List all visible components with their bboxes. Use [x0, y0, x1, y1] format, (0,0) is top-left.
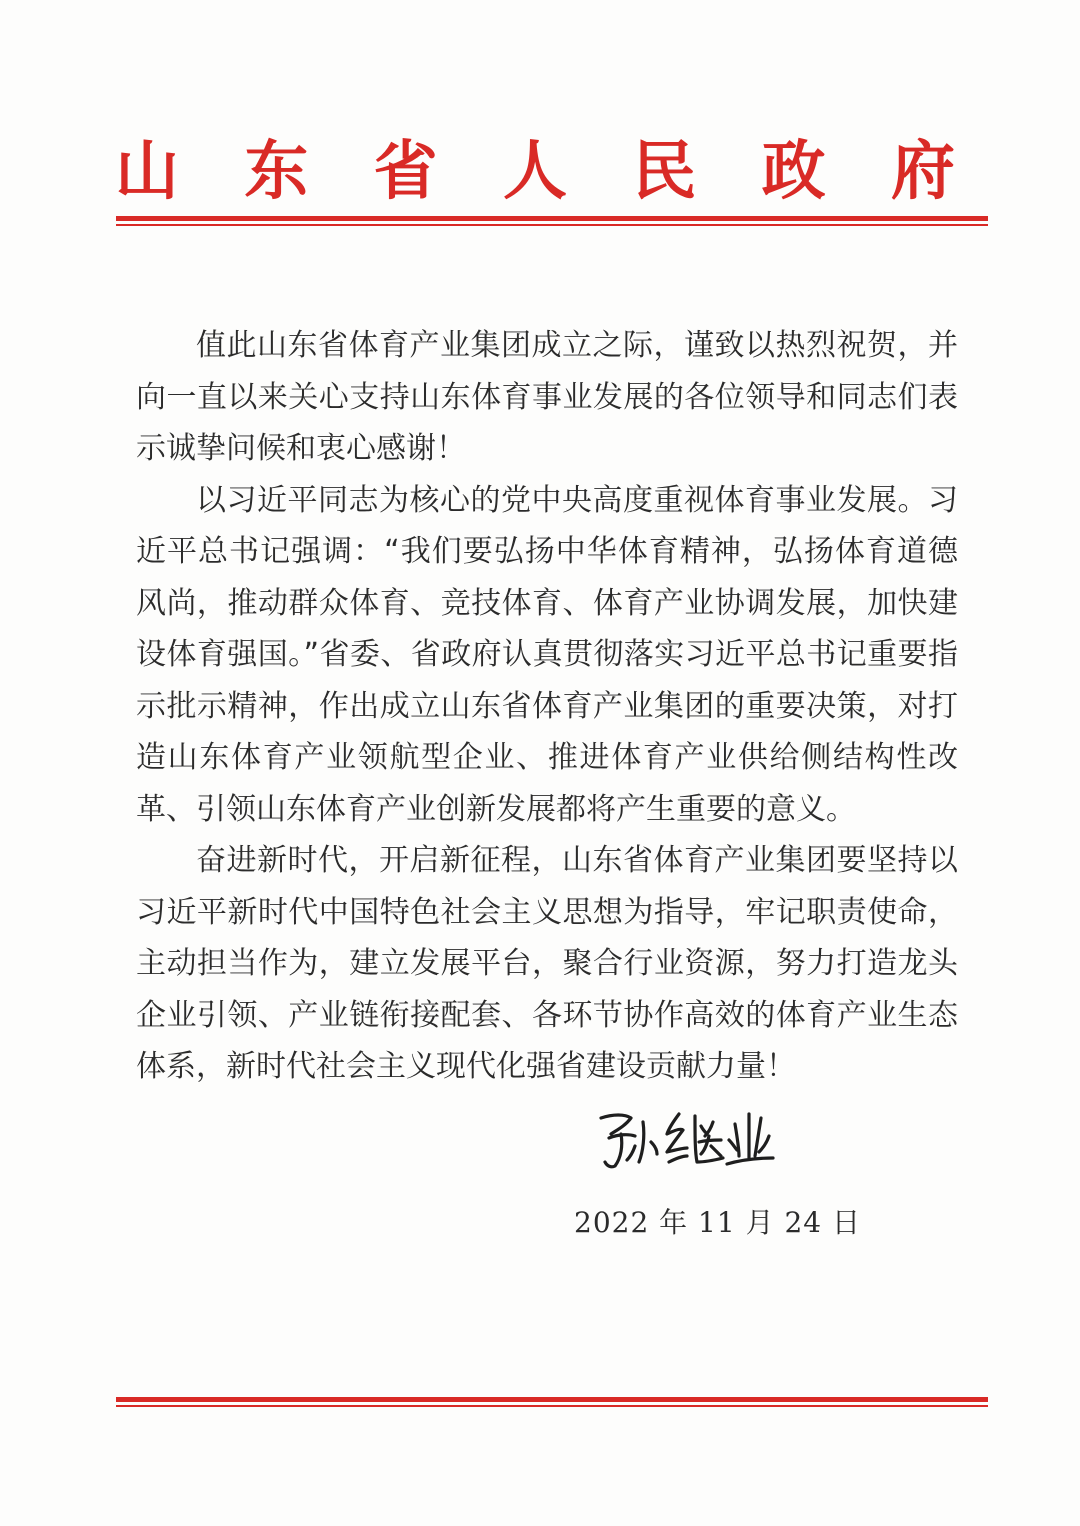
letterhead-char: 山 [115, 134, 179, 209]
letterhead-char: 民 [632, 134, 697, 209]
letterhead-char: 政 [761, 134, 826, 209]
letterhead-char: 省 [373, 134, 438, 209]
letter-body [136, 320, 958, 1093]
letterhead-char: 东 [244, 134, 309, 209]
letterhead-title [115, 132, 955, 212]
letter-date: 2022 年 11 月 24 日 [574, 1206, 862, 1239]
letterhead-char: 人 [502, 134, 567, 209]
letter-paragraph: 以习近平同志为核心的党中央高度重视体育事业发展。习近平总书记强调：“我们要弘扬中华体育精神，弘扬体育道德风尚，推动群众体育、竞技体育、体育产业协调发展，加快建设体育强国。”省委、省政府认真贯彻落实习近平总书记重要指示批示精神，作出成立山东省体育产业集团的重要决策，对打造山东体育产业领航型企业、推进体育产业供给侧结构性改革、引领山东体育产业创新发展都将产生重要的意义。 [136, 482, 958, 827]
letterhead-char: 府 [890, 134, 955, 209]
handwritten-signature [595, 1100, 775, 1180]
letter-paragraph: 奋进新时代，开启新征程，山东省体育产业集团要坚持以习近平新时代中国特色社会主义思想为指导，牢记职责使命，主动担当作为，建立发展平台，聚合行业资源，努力打造龙头企业引领、产业链衔接配套、各环节协作高效的体育产业生态体系，新时代社会主义现代化强省建设贡献力量！ [136, 843, 958, 1084]
letterhead-divider [116, 216, 988, 226]
letter-paragraph: 值此山东省体育产业集团成立之际，谨致以热烈祝贺，并向一直以来关心支持山东体育事业发展的各位领导和同志们表示诚挚问候和衷心感谢！ [136, 328, 958, 466]
footer-divider [116, 1397, 988, 1407]
